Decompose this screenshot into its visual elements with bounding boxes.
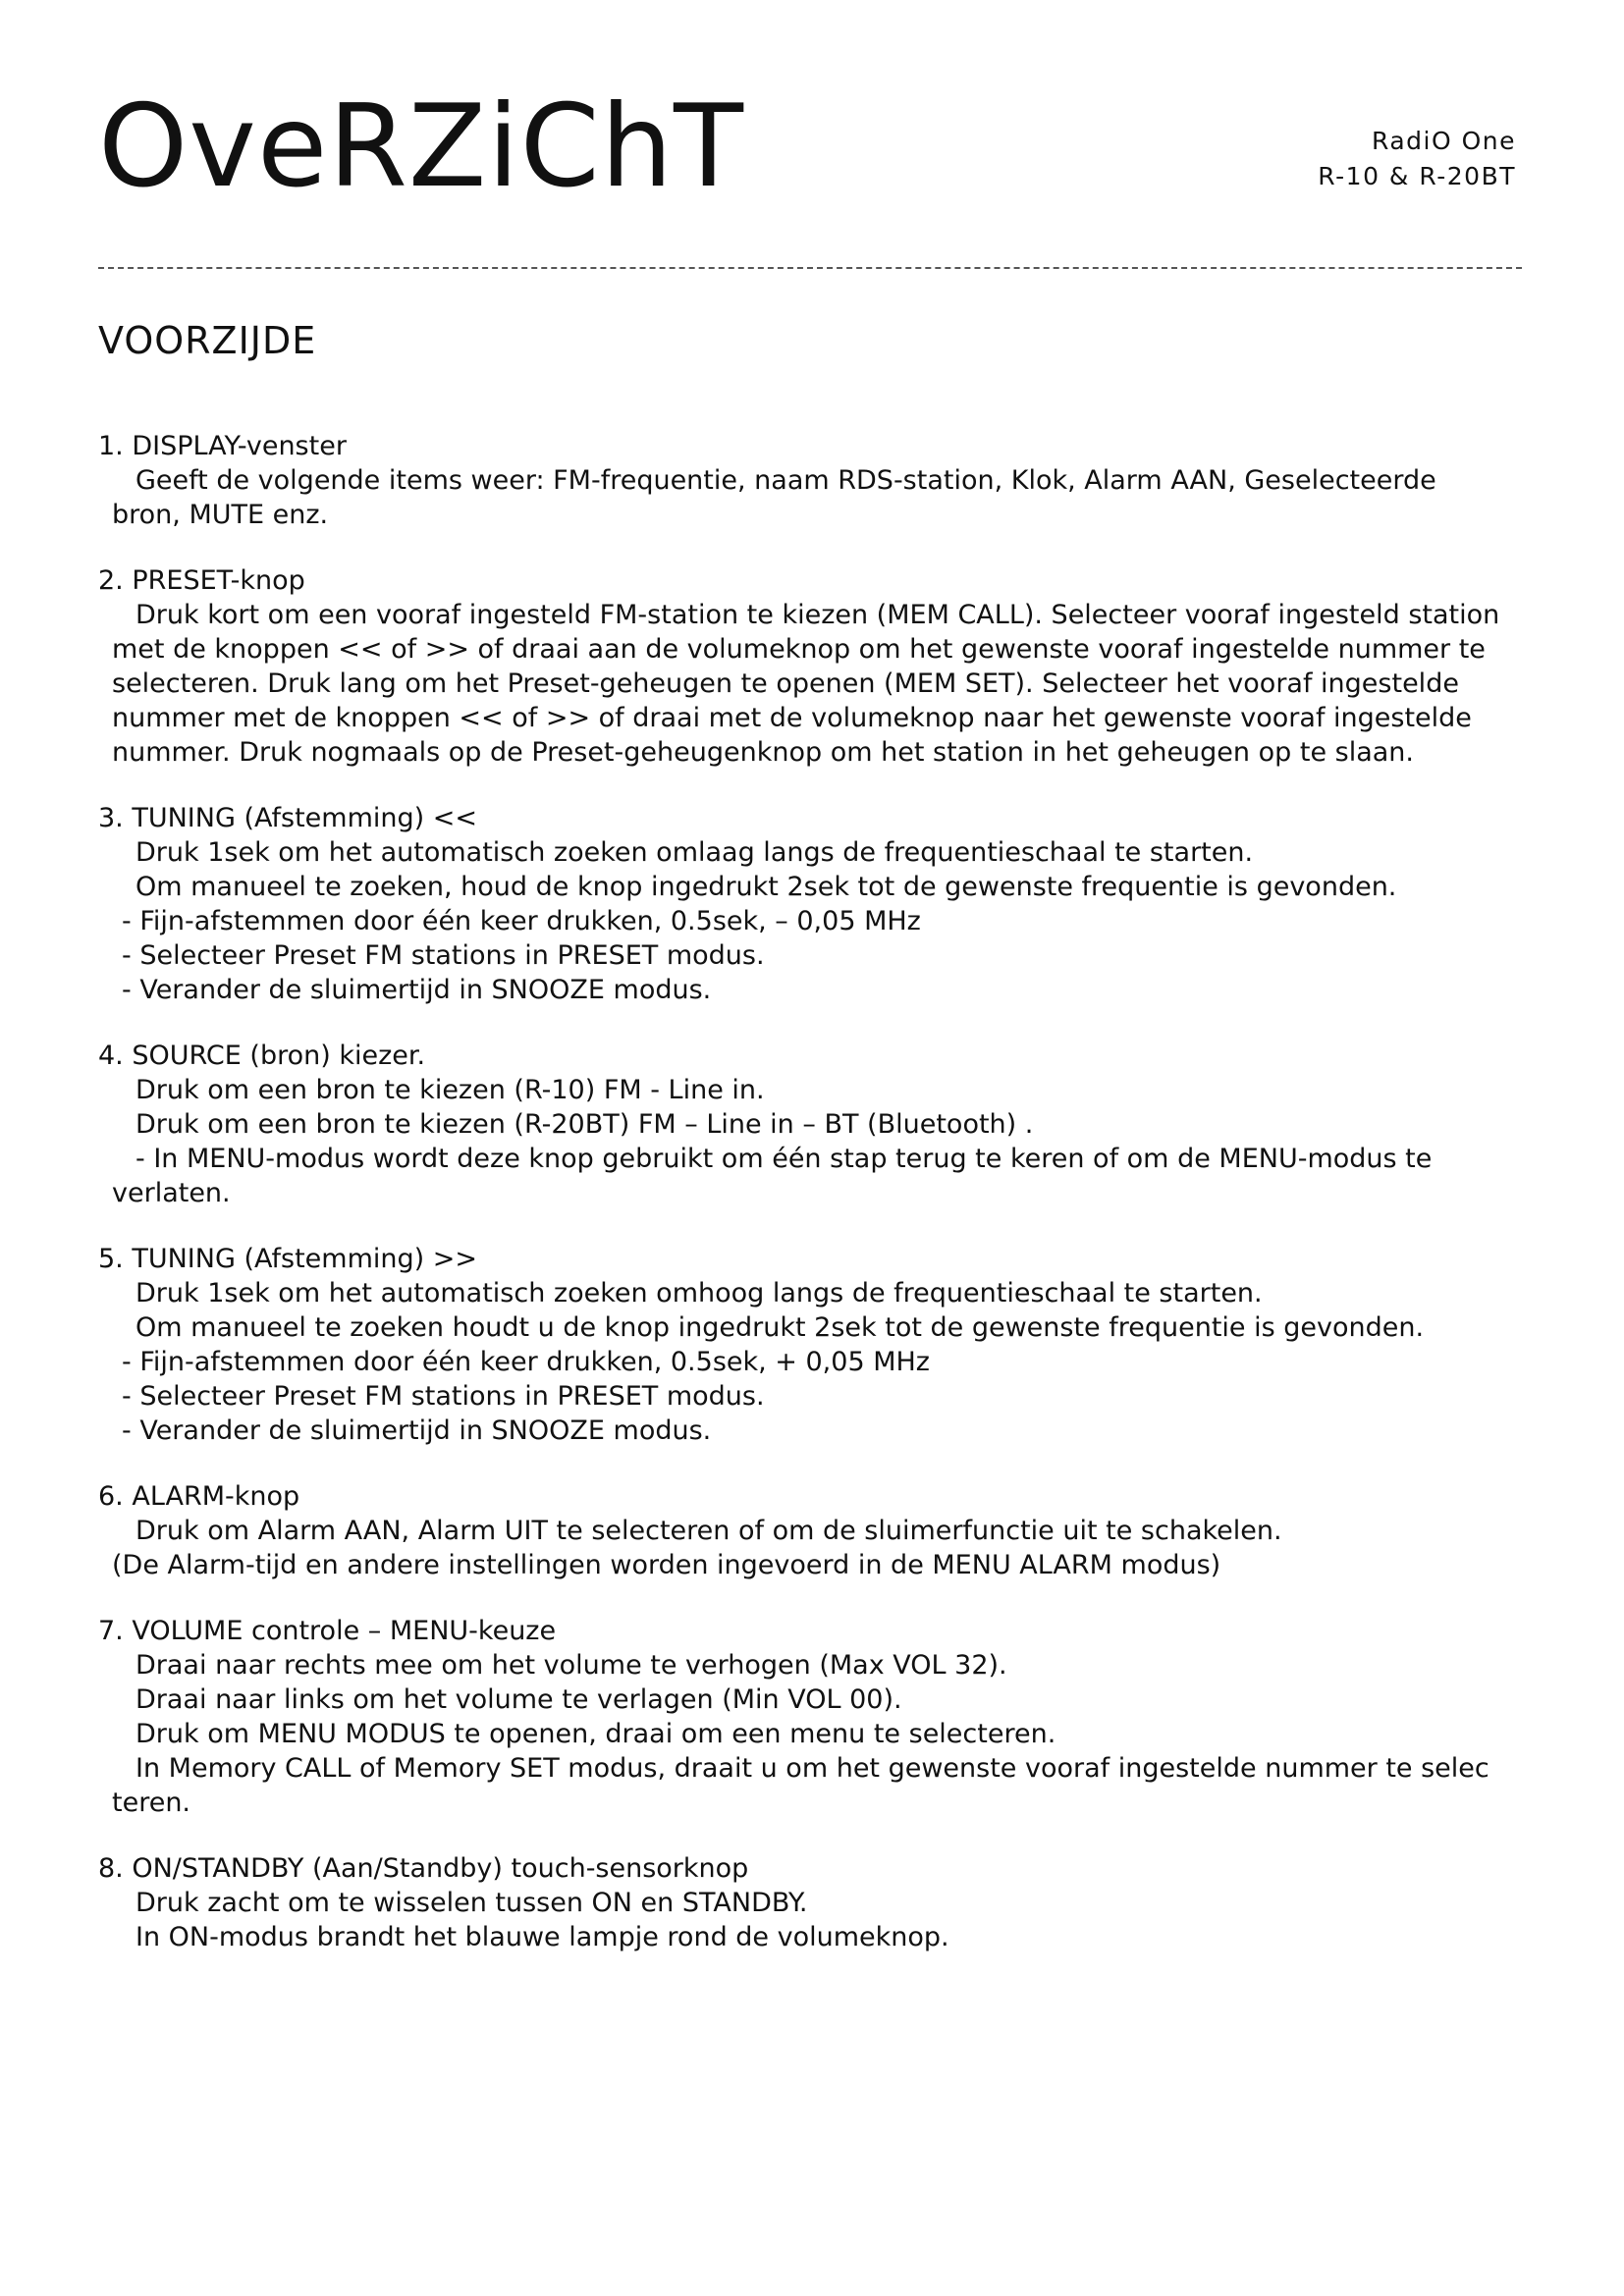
item-line: - Verander de sluimertijd in SNOOZE modus.	[122, 1415, 712, 1446]
item-title: 7. VOLUME controle – MENU-keuze	[98, 1616, 557, 1646]
item-line: nummer. Druk nogmaals op de Preset-geheugenknop om het station in het geheugen op te slaan.	[112, 737, 1414, 768]
list-item	[98, 1614, 1532, 1820]
item-line: Druk om een bron te kiezen (R-10) FM - Line in.	[135, 1075, 765, 1105]
item-line: Om manueel te zoeken houdt u de knop ingedrukt 2sek tot de gewenste frequentie is gevonden.	[135, 1312, 1425, 1343]
page-title: OveRZiChT	[98, 80, 744, 213]
item-line: - Selecteer Preset FM stations in PRESET modus.	[122, 940, 765, 971]
item-title: 4. SOURCE (bron) kiezer.	[98, 1041, 426, 1071]
item-title: 8. ON/STANDBY (Aan/Standby) touch-sensorknop	[98, 1853, 749, 1884]
item-line: - Selecteer Preset FM stations in PRESET modus.	[122, 1381, 765, 1412]
model-numbers: R-10 & R-20BT	[1318, 162, 1516, 190]
item-line: In ON-modus brandt het blauwe lampje rond de volumeknop.	[135, 1922, 949, 1952]
item-line: verlaten.	[112, 1178, 231, 1208]
list-item	[98, 1039, 1532, 1210]
list-item	[98, 801, 1532, 1007]
brand-name: RadiO One	[1372, 127, 1516, 155]
item-line: met de knoppen << of >> of draai aan de volumeknop om het gewenste vooraf ingestelde nummer te	[112, 634, 1486, 665]
list-item	[98, 1479, 1532, 1582]
item-line: Geeft de volgende items weer: FM-frequentie, naam RDS-station, Klok, Alarm AAN, Geselecteerde	[135, 465, 1436, 496]
list-item	[98, 563, 1532, 770]
item-line: Draai naar rechts mee om het volume te verhogen (Max VOL 32).	[135, 1650, 1007, 1681]
item-line: bron, MUTE enz.	[112, 500, 329, 530]
list-item	[98, 1242, 1532, 1448]
section-heading: VOORZIJDE	[98, 319, 317, 362]
item-line: Druk zacht om te wisselen tussen ON en STANDBY.	[135, 1888, 808, 1918]
product-brand	[1318, 124, 1516, 194]
list-item	[98, 429, 1532, 532]
item-line: - Verander de sluimertijd in SNOOZE modus.	[122, 975, 712, 1005]
list-item	[98, 1851, 1532, 1954]
item-line: (De Alarm-tijd en andere instellingen worden ingevoerd in de MENU ALARM modus)	[112, 1550, 1221, 1580]
item-line: Druk om Alarm AAN, Alarm UIT te selecteren of om de sluimerfunctie uit te schakelen.	[135, 1516, 1282, 1546]
item-title: 6. ALARM-knop	[98, 1481, 300, 1512]
item-line: teren.	[112, 1788, 191, 1818]
item-line: Druk om MENU MODUS te openen, draai om een menu te selecteren.	[135, 1719, 1056, 1749]
item-line: nummer met de knoppen << of >> of draai met de volumeknop naar het gewenste vooraf ingestelde	[112, 703, 1472, 733]
item-line: - Fijn-afstemmen door één keer drukken, 0.5sek, – 0,05 MHz	[122, 906, 921, 936]
item-title: 5. TUNING (Afstemming) >>	[98, 1244, 477, 1274]
item-list	[98, 429, 1532, 1986]
item-line: Om manueel te zoeken, houd de knop ingedrukt 2sek tot de gewenste frequentie is gevonden.	[135, 872, 1397, 902]
item-line: Druk 1sek om het automatisch zoeken omlaag langs de frequentieschaal te starten.	[135, 837, 1254, 868]
item-title: 2. PRESET-knop	[98, 565, 305, 596]
item-line: In Memory CALL of Memory SET modus, draait u om het gewenste vooraf ingestelde nummer te selec	[135, 1753, 1489, 1784]
dashed-divider	[98, 267, 1522, 269]
item-line: Draai naar links om het volume te verlagen (Min VOL 00).	[135, 1684, 902, 1715]
item-line: Druk kort om een vooraf ingesteld FM-station te kiezen (MEM CALL). Selecteer vooraf ingesteld station	[135, 600, 1500, 630]
item-title: 3. TUNING (Afstemming) <<	[98, 803, 477, 833]
item-title: 1. DISPLAY-venster	[98, 431, 347, 461]
item-line: Druk om een bron te kiezen (R-20BT) FM – Line in – BT (Bluetooth) .	[135, 1109, 1034, 1140]
item-line: - In MENU-modus wordt deze knop gebruikt om één stap terug te keren of om de MENU-modus te	[135, 1144, 1433, 1174]
item-line: selecteren. Druk lang om het Preset-geheugen te openen (MEM SET). Selecteer het vooraf ingestelde	[112, 668, 1459, 699]
item-line: Druk 1sek om het automatisch zoeken omhoog langs de frequentieschaal te starten.	[135, 1278, 1263, 1308]
item-line: - Fijn-afstemmen door één keer drukken, 0.5sek, + 0,05 MHz	[122, 1347, 930, 1377]
